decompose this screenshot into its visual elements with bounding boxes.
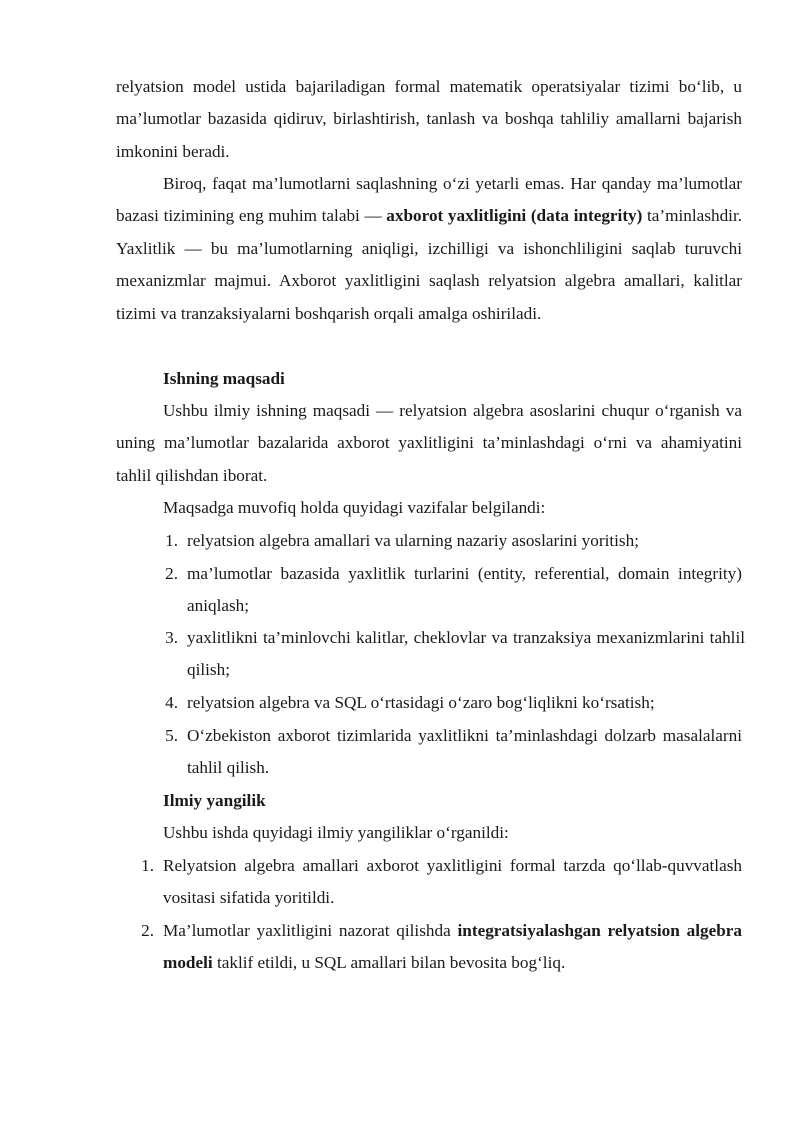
paragraph-integrity-text-a: Biroq, faqat ma’lumotlarni saqlashning o‘zi yetarli emas. Har qanday ma’lumotlar bazasi tizimining eng muhim talabi — <box>116 174 742 226</box>
heading-goal: Ishning maqsadi <box>163 369 285 388</box>
paragraph-integrity <box>116 168 742 330</box>
paragraph-integrity-bold: axborot yaxlitligini (data integrity) <box>386 206 643 226</box>
list-text: O‘zbekiston axborot tizimlarida yaxlitlikni ta’minlashdagi dolzarb masalalarni tahlil qilish. <box>187 726 742 778</box>
list-number: 1. <box>141 856 154 875</box>
list-text: yaxlitlikni ta’minlovchi kalitlar, cheklovlar va tranzaksiya mexanizmlarini tahlil qilish; <box>187 628 745 680</box>
paragraph-goal: Ushbu ilmiy ishning maqsadi — relyatsion algebra asoslarini chuqur o‘rganish va uning ma’lumotlar bazalarida axborot yaxlitligini ta’minlashdagi o‘rni va ahamiyatini tahlil qilishdan iborat. <box>116 401 742 485</box>
list-number: 5. <box>165 726 178 745</box>
list-text-a: Ma’lumotlar yaxlitligini nazorat qilishda <box>163 921 458 940</box>
list-text: ma’lumotlar bazasida yaxlitlik turlarini (entity, referential, domain integrity) aniqlash; <box>187 564 742 616</box>
heading-novelty: Ilmiy yangilik <box>163 791 266 810</box>
paragraph-intro: relyatsion model ustida bajariladigan formal matematik operatsiyalar tizimi bo‘lib, u ma’lumotlar bazasida qidiruv, birlashtirish, tanlash va boshqa tahliliy amallarni bajarish imkonini beradi. <box>116 77 742 161</box>
list-number: 3. <box>165 628 178 647</box>
paragraph-novelty-intro: Ushbu ishda quyidagi ilmiy yangiliklar o‘rganildi: <box>163 823 509 842</box>
list-number: 2. <box>141 921 154 940</box>
paragraph-tasks-intro: Maqsadga muvofiq holda quyidagi vazifalar belgilandi: <box>163 498 546 517</box>
list-text: relyatsion algebra va SQL o‘rtasidagi o‘zaro bog‘liqlikni ko‘rsatish; <box>187 693 655 712</box>
list-text: Relyatsion algebra amallari axborot yaxlitligini formal tarzda qo‘llab-quvvatlash vositasi sifatida yoritildi. <box>163 856 742 908</box>
list-text-bold: integratsiyalashgan relyatsion algebra modeli <box>163 921 742 973</box>
list-number: 1. <box>165 531 178 550</box>
list-text <box>163 915 742 980</box>
list-number: 2. <box>165 564 178 583</box>
paragraph-integrity-text-c: ta’minlashdir. Yaxlitlik — bu ma’lumotlarning aniqligi, izchilligi va ishonchliligini saqlab turuvchi mexanizmlar majmui. Axborot yaxlitligini saqlash relyatsion algebra amallari, kalitlar tizimi va tranzaksiyalarni boshqarish orqali amalga oshiriladi. <box>116 206 743 323</box>
list-text-c: taklif etildi, u SQL amallari bilan bevosita bog‘liq. <box>212 953 566 973</box>
list-text: relyatsion algebra amallari va ularning nazariy asoslarini yoritish; <box>187 531 639 550</box>
list-number: 4. <box>165 693 178 712</box>
